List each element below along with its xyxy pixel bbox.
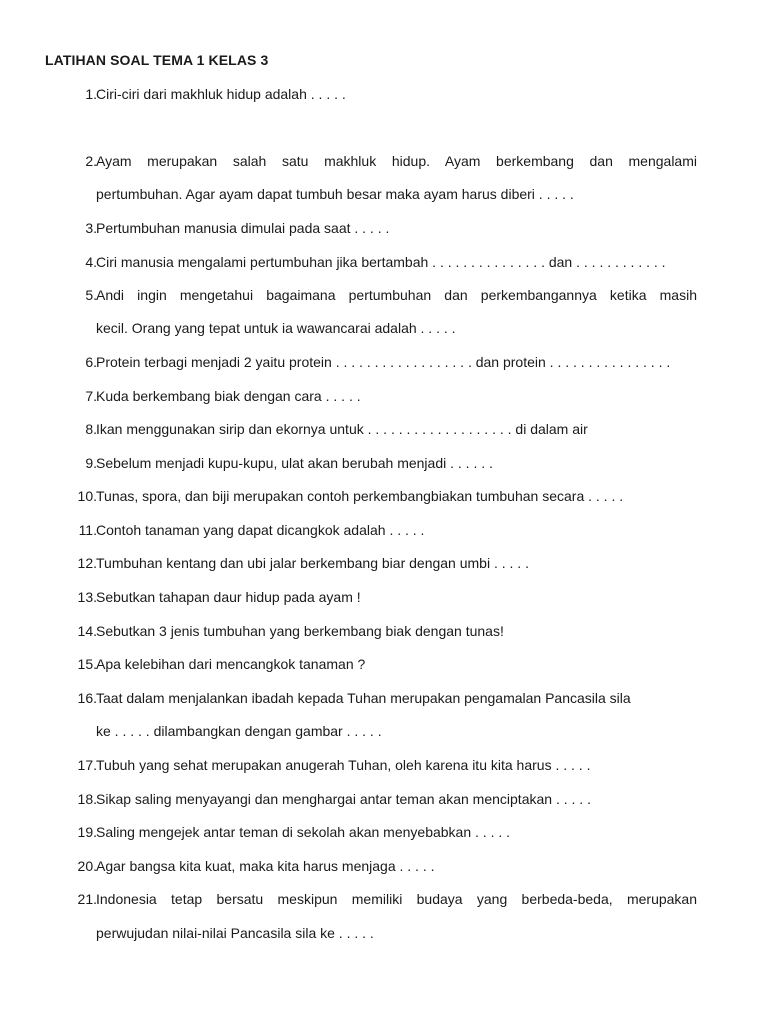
question-20 <box>71 856 697 876</box>
question-19 <box>71 822 697 842</box>
question-number: 7. <box>85 388 97 404</box>
question-number: 9. <box>85 455 97 471</box>
question-text: Sebelum menjadi kupu-kupu, ulat akan berubah menjadi . . . . . . <box>96 455 493 471</box>
question-16 <box>71 688 697 708</box>
question-number: 8. <box>85 421 97 437</box>
question-number: 11. <box>78 522 97 538</box>
question-2 <box>71 151 697 171</box>
question-text: Sikap saling menyayangi dan menghargai antar teman akan menciptakan . . . . . <box>96 791 591 807</box>
question-number: 4. <box>85 254 97 270</box>
question-text: Indonesia tetap bersatu meskipun memiliki budaya yang berbeda-beda, merupakan <box>96 891 697 907</box>
question-21-continuation: perwujudan nilai-nilai Pancasila sila ke . . . . . <box>96 925 374 941</box>
question-11 <box>71 520 697 540</box>
question-16-continuation: ke . . . . . dilambangkan dengan gambar . . . . . <box>96 723 382 739</box>
question-text: Sebutkan tahapan daur hidup pada ayam ! <box>96 589 361 605</box>
question-text: Ayam merupakan salah satu makhluk hidup. Ayam berkembang dan mengalami <box>96 153 697 169</box>
question-number: 20. <box>77 858 97 874</box>
question-7 <box>71 386 697 406</box>
question-text: Tunas, spora, dan biji merupakan contoh perkembangbiakan tumbuhan secara . . . . . <box>96 488 624 504</box>
question-number: 17. <box>77 757 97 773</box>
question-text: Ciri-ciri dari makhluk hidup adalah . . . . . <box>96 86 346 102</box>
question-2-continuation: pertumbuhan. Agar ayam dapat tumbuh besar maka ayam harus diberi . . . . . <box>96 186 574 202</box>
question-number: 14. <box>77 623 97 639</box>
question-number: 12. <box>77 555 97 571</box>
question-number: 15. <box>77 656 97 672</box>
question-number: 21. <box>77 891 97 907</box>
question-text: Ciri manusia mengalami pertumbuhan jika bertambah . . . . . . . . . . . . . . . dan . . . . . . . . . . . . <box>96 254 666 270</box>
question-number: 2. <box>85 153 97 169</box>
question-5-continuation: kecil. Orang yang tepat untuk ia wawancarai adalah . . . . . <box>96 320 456 336</box>
question-17 <box>71 755 697 775</box>
question-text: Tubuh yang sehat merupakan anugerah Tuhan, oleh karena itu kita harus . . . . . <box>96 757 591 773</box>
question-text: Apa kelebihan dari mencangkok tanaman ? <box>96 656 366 672</box>
question-10 <box>71 486 697 506</box>
question-3 <box>71 218 697 238</box>
question-text: Agar bangsa kita kuat, maka kita harus menjaga . . . . . <box>96 858 435 874</box>
question-1 <box>71 84 697 104</box>
question-4 <box>71 252 697 272</box>
question-text: Andi ingin mengetahui bagaimana pertumbuhan dan perkembangannya ketika masih <box>96 287 697 303</box>
worksheet-title: LATIHAN SOAL TEMA 1 KELAS 3 <box>45 52 269 68</box>
question-text: Tumbuhan kentang dan ubi jalar berkembang biar dengan umbi . . . . . <box>96 555 529 571</box>
question-21 <box>71 889 697 909</box>
question-text: Kuda berkembang biak dengan cara . . . . . <box>96 388 361 404</box>
question-text: Sebutkan 3 jenis tumbuhan yang berkembang biak dengan tunas! <box>96 623 504 639</box>
question-18 <box>71 789 697 809</box>
question-6 <box>71 352 697 372</box>
question-8 <box>71 419 697 439</box>
question-text: Protein terbagi menjadi 2 yaitu protein . . . . . . . . . . . . . . . . . . dan protein . . . . . . . . . . . . . . . . <box>96 354 671 370</box>
question-9 <box>71 453 697 473</box>
question-13 <box>71 587 697 607</box>
question-number: 3. <box>85 220 97 236</box>
question-number: 1. <box>85 86 97 102</box>
question-12 <box>71 553 697 573</box>
question-5 <box>71 285 697 305</box>
question-number: 5. <box>85 287 97 303</box>
question-number: 16. <box>77 690 97 706</box>
question-number: 10. <box>77 488 97 504</box>
question-number: 13. <box>77 589 97 605</box>
question-text: Taat dalam menjalankan ibadah kepada Tuhan merupakan pengamalan Pancasila sila <box>96 690 631 706</box>
question-15 <box>71 654 697 674</box>
question-text: Contoh tanaman yang dapat dicangkok adalah . . . . . <box>96 522 425 538</box>
question-number: 6. <box>85 354 97 370</box>
question-number: 18. <box>77 791 97 807</box>
question-text: Saling mengejek antar teman di sekolah akan menyebabkan . . . . . <box>96 824 511 840</box>
question-number: 19. <box>77 824 97 840</box>
question-text: Pertumbuhan manusia dimulai pada saat . . . . . <box>96 220 390 236</box>
question-text: Ikan menggunakan sirip dan ekornya untuk . . . . . . . . . . . . . . . . . . . di dalam air <box>96 421 588 437</box>
question-14 <box>71 621 697 641</box>
